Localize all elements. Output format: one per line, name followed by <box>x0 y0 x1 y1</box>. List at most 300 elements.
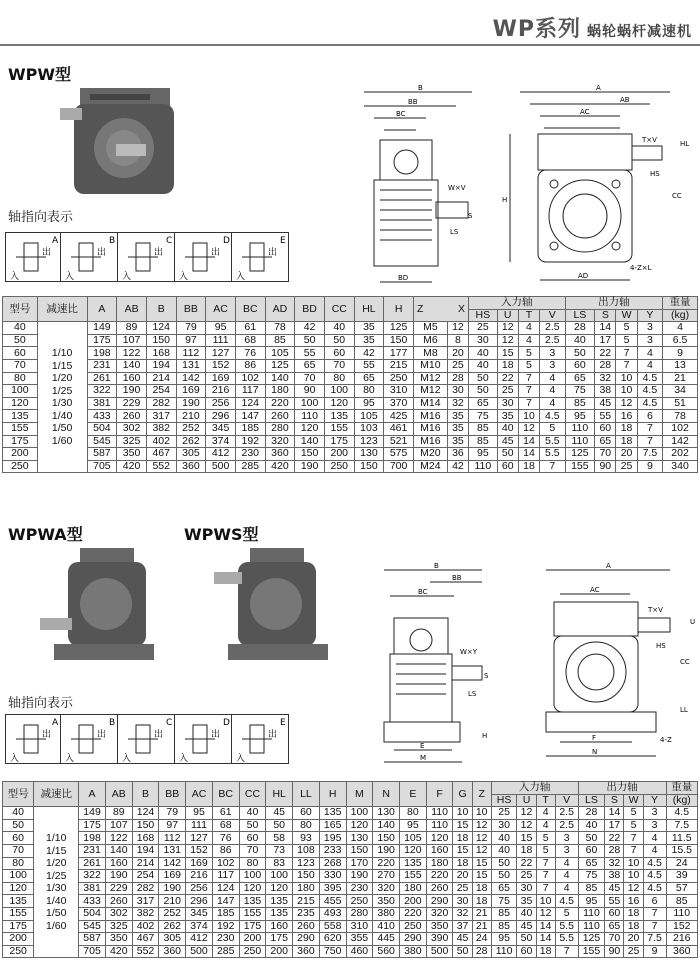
value-cell: 45 <box>266 807 293 820</box>
value-cell: 135 <box>400 857 427 870</box>
table-row <box>3 397 698 410</box>
value-cell: 381 <box>87 397 117 410</box>
value-cell: 60 <box>324 347 354 360</box>
value-cell: 433 <box>79 895 106 908</box>
svg-text:H: H <box>482 732 488 740</box>
svg-text:A: A <box>596 84 601 92</box>
value-cell: 268 <box>319 857 346 870</box>
value-cell: 124 <box>212 882 239 895</box>
value-cell: 215 <box>293 895 320 908</box>
value-cell: 260 <box>105 895 132 908</box>
value-cell: 65 <box>295 359 325 372</box>
value-cell: 3 <box>643 819 666 832</box>
wpw-title: WPW型 <box>8 65 72 84</box>
value-cell: 4 <box>540 385 565 398</box>
value-cell: 130 <box>346 832 373 845</box>
value-cell: 195 <box>319 832 346 845</box>
value-cell: 3 <box>555 832 578 845</box>
value-cell: 22 <box>517 857 536 870</box>
value-cell: 120 <box>400 844 427 857</box>
value-cell: 85 <box>666 895 697 908</box>
value-cell: M24 <box>413 460 447 473</box>
col-header: BB <box>176 297 206 322</box>
value-cell: 61 <box>212 807 239 820</box>
value-cell: 21 <box>472 920 491 933</box>
value-cell: M20 <box>413 448 447 461</box>
value-cell: 160 <box>117 372 147 385</box>
col-header: AD <box>265 297 295 322</box>
value-cell: 7.5 <box>643 933 666 946</box>
col-header: A <box>87 297 117 322</box>
value-cell: 12 <box>497 322 518 335</box>
value-cell: 65 <box>605 920 624 933</box>
value-cell: 3 <box>637 322 662 335</box>
value-cell: 150 <box>354 460 384 473</box>
value-cell: 20 <box>624 933 643 946</box>
value-cell: 107 <box>117 334 147 347</box>
value-cell: 4 <box>555 882 578 895</box>
value-cell: 110 <box>426 819 453 832</box>
value-cell: 18 <box>616 435 637 448</box>
orientation-letter: B <box>109 718 116 728</box>
value-cell: 5 <box>616 334 637 347</box>
value-cell: 110 <box>565 435 595 448</box>
value-cell: 22 <box>605 832 624 845</box>
sub-header: V <box>540 309 565 322</box>
orientation-e <box>231 232 289 282</box>
value-cell: 28 <box>578 807 605 820</box>
value-cell: 256 <box>186 882 213 895</box>
value-cell: 5 <box>555 907 578 920</box>
model-cell: 100 <box>3 870 34 883</box>
value-cell: 15.5 <box>666 844 697 857</box>
value-cell: 100 <box>266 870 293 883</box>
value-cell: 380 <box>373 907 400 920</box>
value-cell: 36 <box>447 448 468 461</box>
col-header: 型号 <box>3 782 34 807</box>
value-cell: 250 <box>239 945 266 958</box>
wpwa-side-drawing <box>520 562 698 768</box>
orientation-diagram <box>6 715 62 765</box>
col-header: 减速比 <box>37 297 87 322</box>
value-cell: 175 <box>79 819 106 832</box>
sub-header: HS <box>469 309 498 322</box>
value-cell: 215 <box>384 359 414 372</box>
value-cell: 504 <box>79 907 106 920</box>
svg-text:W×Y: W×Y <box>460 648 478 656</box>
value-cell: 8 <box>447 334 468 347</box>
value-cell: 60 <box>565 359 595 372</box>
wpw-side-drawing <box>500 84 695 296</box>
value-cell: 30 <box>453 895 472 908</box>
value-cell: 14 <box>605 807 624 820</box>
value-cell: M16 <box>413 435 447 448</box>
value-cell: 200 <box>324 448 354 461</box>
col-header: A <box>79 782 106 807</box>
value-cell: 3 <box>540 347 565 360</box>
value-cell: 123 <box>293 857 320 870</box>
col-header: G <box>453 782 472 807</box>
value-cell: 35 <box>447 410 468 423</box>
svg-text:S: S <box>484 672 489 680</box>
value-cell: 122 <box>105 832 132 845</box>
value-cell: 150 <box>146 334 176 347</box>
value-cell: 296 <box>186 895 213 908</box>
orientation-diagram <box>61 233 119 283</box>
value-cell: 12 <box>472 844 491 857</box>
value-cell: 127 <box>186 832 213 845</box>
value-cell: 152 <box>186 844 213 857</box>
value-cell: 65 <box>354 372 384 385</box>
table-row <box>3 322 698 335</box>
value-cell: 21 <box>663 372 698 385</box>
value-cell: 229 <box>105 882 132 895</box>
value-cell: 100 <box>295 397 325 410</box>
value-cell: 7 <box>643 907 666 920</box>
value-cell: 28 <box>595 359 616 372</box>
value-cell: 150 <box>293 870 320 883</box>
value-cell: 165 <box>319 819 346 832</box>
value-cell: 120 <box>266 882 293 895</box>
svg-text:BC: BC <box>396 110 406 118</box>
svg-text:M: M <box>420 754 427 762</box>
value-cell: 18 <box>624 907 643 920</box>
value-cell: 14 <box>595 322 616 335</box>
value-cell: 76 <box>235 347 265 360</box>
col-header: CC <box>324 297 354 322</box>
value-cell: 135 <box>266 907 293 920</box>
value-cell: 12 <box>517 819 536 832</box>
value-cell: 190 <box>176 397 206 410</box>
value-cell: 70 <box>605 933 624 946</box>
value-cell: 32 <box>595 372 616 385</box>
value-cell: 95 <box>206 322 236 335</box>
value-cell: 80 <box>293 819 320 832</box>
col-header: B <box>146 297 176 322</box>
orientation-letter: C <box>166 718 173 728</box>
value-cell: 230 <box>212 933 239 946</box>
value-cell: 2.5 <box>540 322 565 335</box>
value-cell: 57 <box>666 882 697 895</box>
value-cell: 50 <box>578 832 605 845</box>
value-cell: 16 <box>624 895 643 908</box>
value-cell: 102 <box>212 857 239 870</box>
orientation-letter: A <box>52 718 59 728</box>
sub-header: U <box>497 309 518 322</box>
value-cell: 28 <box>565 322 595 335</box>
col-header: B <box>132 782 159 807</box>
value-cell: 110 <box>666 907 697 920</box>
svg-text:BB: BB <box>452 574 462 582</box>
value-cell: 175 <box>87 334 117 347</box>
value-cell: 39 <box>666 870 697 883</box>
value-cell: 198 <box>87 347 117 360</box>
value-cell: 420 <box>105 945 132 958</box>
value-cell: 7.5 <box>637 448 662 461</box>
wpw-orientation-row <box>5 232 288 282</box>
weight-unit: (kg) <box>663 309 698 322</box>
value-cell: 9 <box>643 945 666 958</box>
value-cell: 169 <box>206 372 236 385</box>
value-cell: 95 <box>400 819 427 832</box>
value-cell: 100 <box>239 870 266 883</box>
value-cell: 35 <box>497 410 518 423</box>
value-cell: 412 <box>206 448 236 461</box>
value-cell: 7 <box>536 882 555 895</box>
value-cell: 20 <box>447 347 468 360</box>
value-cell: 325 <box>117 435 147 448</box>
value-cell: 552 <box>132 945 159 958</box>
value-cell: 425 <box>384 410 414 423</box>
value-cell: 35 <box>517 895 536 908</box>
value-cell: 216 <box>206 385 236 398</box>
value-cell: 345 <box>186 907 213 920</box>
value-cell: 85 <box>491 920 517 933</box>
sub-header: Y <box>637 309 662 322</box>
orientation-e <box>231 714 289 764</box>
value-cell: 4 <box>536 807 555 820</box>
header-subtitle: 蜗轮蜗杆减速机 <box>587 24 692 40</box>
value-cell: 120 <box>426 832 453 845</box>
model-cell: 250 <box>3 945 34 958</box>
output-shaft-header: 出力轴 <box>578 782 666 795</box>
orientation-diagram <box>232 233 290 283</box>
table-row <box>3 895 698 908</box>
value-cell: 500 <box>206 460 236 473</box>
value-cell: 5 <box>540 422 565 435</box>
value-cell: 37 <box>453 920 472 933</box>
value-cell: 75 <box>491 895 517 908</box>
value-cell: 12 <box>447 322 468 335</box>
value-cell: 32 <box>605 857 624 870</box>
value-cell: 61 <box>235 322 265 335</box>
value-cell: 231 <box>87 359 117 372</box>
value-cell: 108 <box>293 844 320 857</box>
output-mark: 出 <box>154 248 164 258</box>
value-cell: 70 <box>595 448 616 461</box>
value-cell: 110 <box>295 410 325 423</box>
value-cell: 210 <box>159 895 186 908</box>
value-cell: 75 <box>469 410 498 423</box>
value-cell: M10 <box>413 359 447 372</box>
value-cell: 95 <box>469 448 498 461</box>
value-cell: 467 <box>132 933 159 946</box>
input-mark: 入 <box>179 754 189 764</box>
value-cell: 10 <box>624 857 643 870</box>
value-cell: 254 <box>146 385 176 398</box>
value-cell: 112 <box>159 832 186 845</box>
value-cell: 79 <box>159 807 186 820</box>
value-cell: 317 <box>132 895 159 908</box>
value-cell: M8 <box>413 347 447 360</box>
wpw-spec-table <box>2 296 698 473</box>
value-cell: 111 <box>206 334 236 347</box>
value-cell: 169 <box>159 870 186 883</box>
value-cell: 10 <box>616 372 637 385</box>
value-cell: 30 <box>447 385 468 398</box>
value-cell: 42 <box>354 347 384 360</box>
value-cell: 190 <box>373 844 400 857</box>
value-cell: 155 <box>239 907 266 920</box>
input-mark: 入 <box>179 272 189 282</box>
ratio-cell: 1/10 1/15 1/20 1/25 1/30 1/40 1/50 1/60 <box>34 807 79 958</box>
table-row <box>3 334 698 347</box>
value-cell: 220 <box>426 870 453 883</box>
value-cell: 40 <box>578 819 605 832</box>
value-cell: 90 <box>295 385 325 398</box>
table-row <box>3 359 698 372</box>
wpwa-photo <box>40 544 158 666</box>
value-cell: 4.5 <box>643 857 666 870</box>
col-header: AC <box>186 782 213 807</box>
input-mark: 入 <box>236 272 246 282</box>
value-cell: 180 <box>293 882 320 895</box>
value-cell: 7 <box>555 945 578 958</box>
value-cell: 18 <box>518 460 539 473</box>
value-cell: 168 <box>132 832 159 845</box>
value-cell: 12 <box>536 907 555 920</box>
value-cell: 20 <box>453 870 472 883</box>
value-cell: 500 <box>186 945 213 958</box>
value-cell: M14 <box>413 397 447 410</box>
value-cell: 320 <box>426 907 453 920</box>
value-cell: 160 <box>105 857 132 870</box>
value-cell: 105 <box>400 832 427 845</box>
value-cell: 7 <box>637 422 662 435</box>
value-cell: 262 <box>159 920 186 933</box>
value-cell: 17 <box>595 334 616 347</box>
value-cell: 4.5 <box>637 397 662 410</box>
sub-header: U <box>517 794 536 807</box>
value-cell: 55 <box>605 895 624 908</box>
value-cell: 7.5 <box>666 819 697 832</box>
value-cell: 35 <box>354 334 384 347</box>
value-cell: 40 <box>491 832 517 845</box>
value-cell: 75 <box>565 385 595 398</box>
value-cell: 7 <box>624 844 643 857</box>
value-cell: 50 <box>491 857 517 870</box>
value-cell: 250 <box>346 895 373 908</box>
value-cell: 4 <box>637 347 662 360</box>
value-cell: 350 <box>373 895 400 908</box>
orientation-letter: B <box>109 236 116 246</box>
value-cell: 150 <box>346 844 373 857</box>
value-cell: 705 <box>79 945 106 958</box>
value-cell: 750 <box>319 945 346 958</box>
svg-text:A: A <box>606 562 611 570</box>
value-cell: 90 <box>605 945 624 958</box>
model-cell: 80 <box>3 372 38 385</box>
wpws-photo <box>210 544 330 666</box>
value-cell: 250 <box>384 372 414 385</box>
value-cell: 110 <box>426 807 453 820</box>
value-cell: 493 <box>319 907 346 920</box>
svg-text:HS: HS <box>650 170 660 178</box>
model-cell: 120 <box>3 882 34 895</box>
model-cell: 200 <box>3 448 38 461</box>
col-header: HL <box>354 297 384 322</box>
value-cell: 254 <box>132 870 159 883</box>
value-cell: 110 <box>578 907 605 920</box>
value-cell: 433 <box>87 410 117 423</box>
value-cell: 220 <box>373 857 400 870</box>
value-cell: 15 <box>453 819 472 832</box>
model-cell: 40 <box>3 322 38 335</box>
value-cell: 445 <box>373 933 400 946</box>
value-cell: 147 <box>235 410 265 423</box>
value-cell: 5.5 <box>540 448 565 461</box>
orientation-diagram <box>175 233 233 283</box>
orientation-a <box>5 232 61 282</box>
value-cell: 587 <box>79 933 106 946</box>
value-cell: 345 <box>206 422 236 435</box>
value-cell: 15 <box>453 844 472 857</box>
value-cell: 5 <box>518 359 539 372</box>
table-row <box>3 920 698 933</box>
value-cell: 200 <box>266 945 293 958</box>
value-cell: 6 <box>637 410 662 423</box>
value-cell: 131 <box>176 359 206 372</box>
sub-header: Y <box>643 794 666 807</box>
value-cell: 60 <box>605 907 624 920</box>
value-cell: 10 <box>616 385 637 398</box>
value-cell: 155 <box>565 460 595 473</box>
table-row <box>3 460 698 473</box>
svg-text:CC: CC <box>680 658 690 666</box>
value-cell: 150 <box>373 832 400 845</box>
svg-text:HL: HL <box>680 140 690 148</box>
value-cell: 325 <box>105 920 132 933</box>
value-cell: 214 <box>132 857 159 870</box>
input-mark: 入 <box>122 754 132 764</box>
output-shaft-header: 出力轴 <box>565 297 663 310</box>
value-cell: 147 <box>212 895 239 908</box>
col-header: F <box>426 782 453 807</box>
value-cell: 102 <box>235 372 265 385</box>
value-cell: 282 <box>146 397 176 410</box>
svg-text:BB: BB <box>408 98 418 106</box>
value-cell: 402 <box>146 435 176 448</box>
value-cell: 169 <box>186 857 213 870</box>
value-cell: 111 <box>186 819 213 832</box>
header-title: WP系列 蜗轮蜗杆减速机 <box>492 17 692 42</box>
value-cell: 302 <box>105 907 132 920</box>
value-cell: 152 <box>206 359 236 372</box>
value-cell: 75 <box>578 870 605 883</box>
value-cell: 169 <box>176 385 206 398</box>
page-header <box>0 0 700 46</box>
value-cell: 202 <box>663 448 698 461</box>
col-header: H <box>384 297 414 322</box>
value-cell: 25 <box>469 322 498 335</box>
value-cell: 545 <box>87 435 117 448</box>
value-cell: 78 <box>663 410 698 423</box>
value-cell: 65 <box>491 882 517 895</box>
value-cell: 45 <box>497 435 518 448</box>
value-cell: 18 <box>536 945 555 958</box>
input-mark: 入 <box>122 272 132 282</box>
model-cell: 70 <box>3 844 34 857</box>
sub-header: S <box>595 309 616 322</box>
value-cell: 4 <box>540 397 565 410</box>
value-cell: 7 <box>616 347 637 360</box>
col-header: AB <box>117 297 147 322</box>
value-cell: 340 <box>663 460 698 473</box>
value-cell: 9 <box>663 347 698 360</box>
value-cell: 51 <box>663 397 698 410</box>
svg-text:AB: AB <box>620 96 630 104</box>
value-cell: 170 <box>346 857 373 870</box>
